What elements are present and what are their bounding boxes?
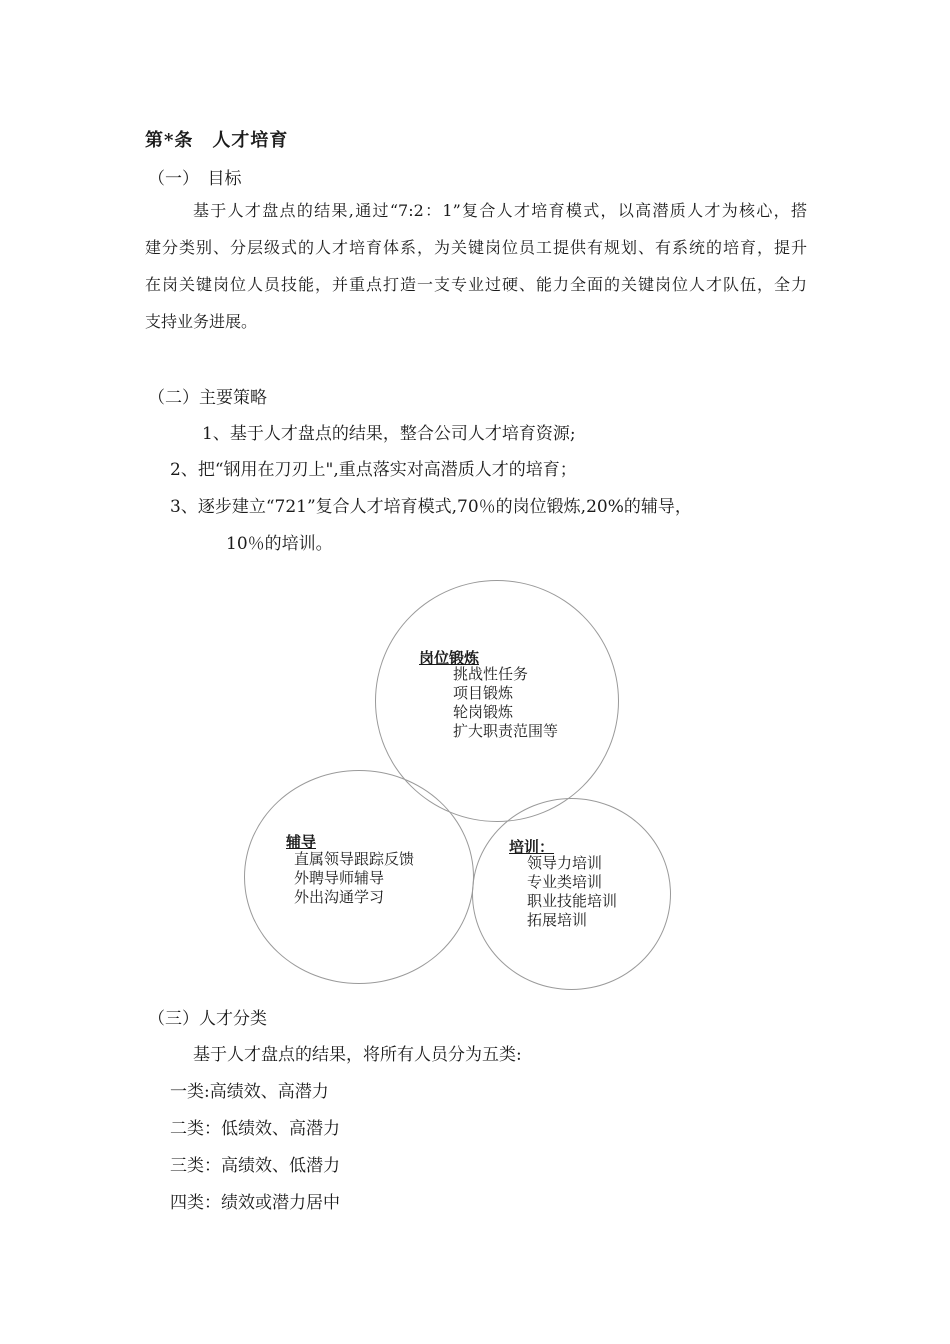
job-training-label: 岗位锻炼	[419, 649, 480, 667]
coaching-item: 外聘导师辅导	[294, 869, 385, 887]
strategy-item: 3、逐步建立“721”复合人才培育模式,70％的岗位锻炼,20%的辅导，	[170, 497, 692, 517]
article-title: 第*条 人才培育	[145, 130, 289, 151]
training-item: 职业技能培训	[527, 892, 618, 910]
category-item: 一类:高绩效、高潜力	[170, 1082, 329, 1102]
job-training-item: 扩大职责范围等	[453, 722, 559, 740]
section3-heading: （三）人才分类	[148, 1009, 267, 1029]
category-item: 二类：低绩效、高潜力	[170, 1119, 340, 1139]
training-item: 专业类培训	[527, 873, 603, 891]
training-item: 领导力培训	[527, 854, 603, 872]
training-label: 培训：	[509, 838, 555, 856]
category-item: 四类：绩效或潜力居中	[170, 1193, 340, 1213]
category-item: 三类：高绩效、低潜力	[170, 1156, 340, 1176]
coaching-item: 直属领导跟踪反馈	[294, 850, 415, 868]
job-training-item: 项目锻炼	[453, 684, 514, 702]
paragraph-line: 支持业务进展。	[145, 312, 258, 331]
section1-heading: （一） 目标	[148, 169, 242, 189]
strategy-item: 10％的培训。	[226, 534, 333, 554]
strategy-item: 1、基于人才盘点的结果，整合公司人才培育资源;	[202, 424, 576, 444]
section2-heading: （二）主要策略	[148, 388, 267, 408]
job-training-item: 轮岗锻炼	[453, 703, 514, 721]
training-item: 拓展培训	[527, 911, 588, 929]
coaching-label: 辅导	[286, 833, 317, 851]
paragraph-line: 建分类别、分层级式的人才培育体系，为关键岗位员工提供有规划、有系统的培育，提升	[145, 238, 807, 257]
paragraph-line: 在岗关键岗位人员技能，并重点打造一支专业过硬、能力全面的关键岗位人才队伍，全力	[145, 275, 807, 294]
paragraph-line: 基于人才盘点的结果,通过“7:2：1”复合人才培育模式，以高潜质人才为核心，搭	[193, 201, 807, 220]
section1-paragraph	[145, 192, 807, 340]
coaching-item: 外出沟通学习	[294, 888, 385, 906]
strategy-item: 2、把“钢用在刀刃上",重点落实对高潜质人才的培育；	[170, 460, 577, 480]
section3-intro: 基于人才盘点的结果，将所有人员分为五类:	[193, 1045, 522, 1065]
job-training-item: 挑战性任务	[453, 665, 529, 683]
